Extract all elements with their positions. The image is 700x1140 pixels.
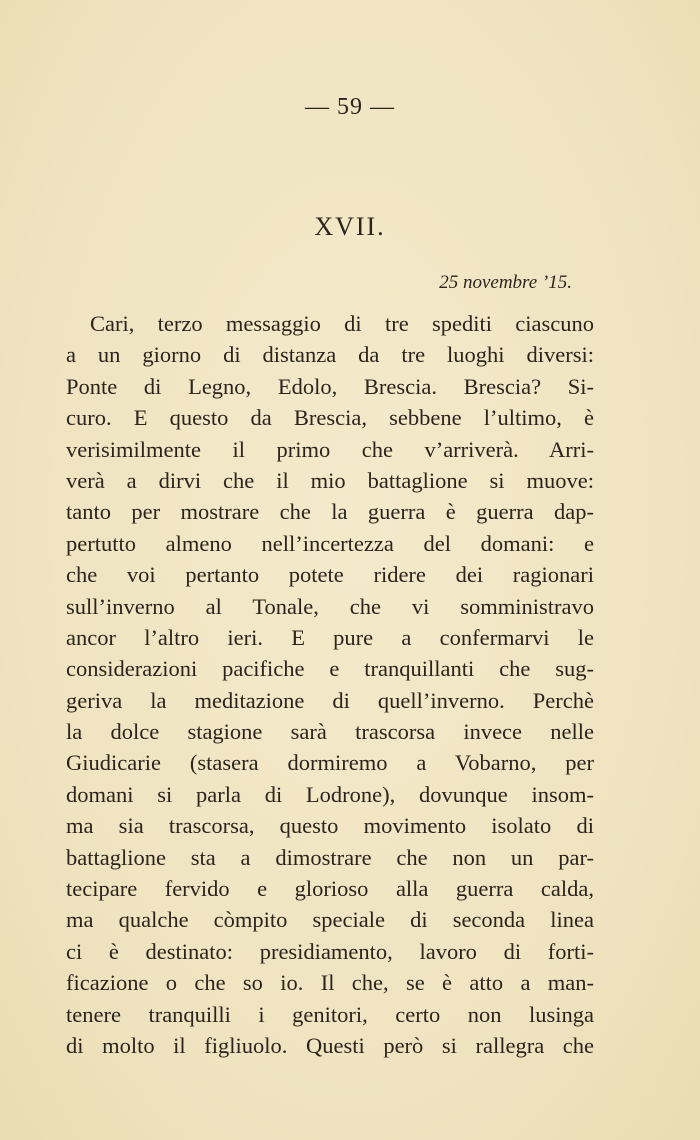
text-line: sull’inverno al Tonale, che vi somministravo [66, 593, 594, 619]
text-line: curo. E questo da Brescia, sebbene l’ultimo, è [66, 405, 594, 431]
letter-date: 25 novembre ’15. [439, 272, 572, 293]
text-line: tanto per mostrare che la guerra è guerra dap- [66, 499, 594, 525]
text-line: Giudicarie (stasera dormiremo a Vobarno, per [66, 750, 594, 776]
chapter-heading: XVII. [314, 212, 386, 241]
text-line: ficazione o che so io. Il che, se è atto a man- [66, 970, 594, 996]
text-line: Cari, terzo messaggio di tre spediti ciascuno [90, 311, 594, 336]
page-number: — 59 — [305, 94, 395, 120]
text-line: pertutto almeno nell’incertezza del domani: e [66, 530, 594, 556]
text-line: di molto il figliuolo. Questi però si rallegra che [66, 1032, 594, 1058]
text-line: a un giorno di distanza da tre luoghi diversi: [66, 342, 594, 368]
text-line: Ponte di Legno, Edolo, Brescia. Brescia? Si- [66, 373, 594, 399]
text-line: ci è destinato: presidiamento, lavoro di forti- [66, 938, 594, 964]
letter-body [66, 308, 594, 1061]
text-line: battaglione sta a dimostrare che non un par- [66, 844, 594, 870]
text-line: verisimilmente il primo che v’arriverà. Arri- [66, 436, 594, 462]
text-line: ancor l’altro ieri. E pure a confermarvi le [66, 624, 594, 650]
text-line: ma sia trascorsa, questo movimento isolato di [66, 813, 594, 839]
text-line: considerazioni pacifiche e tranquillanti che sug- [66, 656, 594, 682]
text-line: tecipare fervido e glorioso alla guerra calda, [66, 876, 594, 902]
text-line: che voi pertanto potete ridere dei ragionari [66, 562, 594, 588]
text-line: ma qualche còmpito speciale di seconda linea [66, 907, 594, 933]
text-line: geriva la meditazione di quell’inverno. Perchè [66, 687, 594, 713]
text-line: verà a dirvi che il mio battaglione si muove: [66, 467, 594, 493]
text-line: la dolce stagione sarà trascorsa invece nelle [66, 719, 594, 745]
text-line: domani si parla di Lodrone), dovunque insom- [66, 781, 594, 807]
text-line: tenere tranquilli i genitori, certo non lusinga [66, 1001, 594, 1027]
